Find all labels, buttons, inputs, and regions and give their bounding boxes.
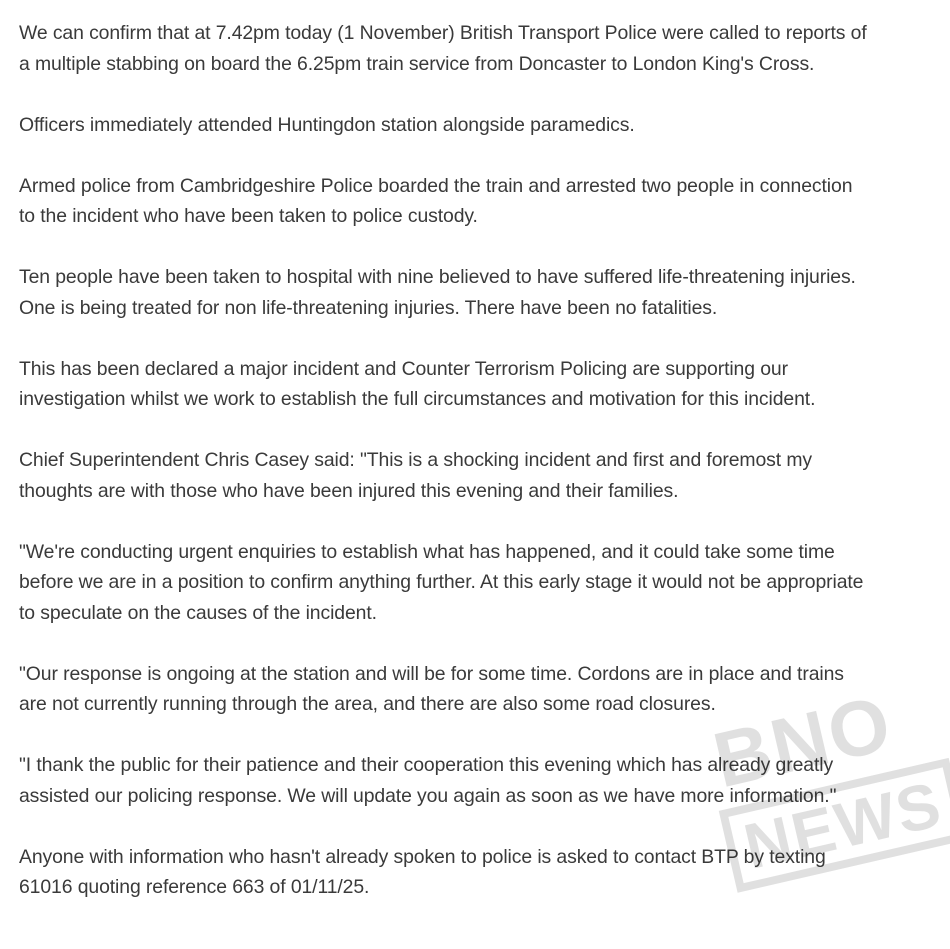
paragraph-quote-enquiries: "We're conducting urgent enquiries to establish what has happened, and it could take some time before we are in a position to confirm anything further. At this early stage it would not be appropriate to speculate on the causes of the incident. — [19, 540, 864, 624]
watermark-line2: NEWS — [719, 758, 950, 893]
paragraph-contact-info: Anyone with information who hasn't already spoken to police is asked to contact BTP by texting 61016 quoting reference 663 of 01/11/25. — [19, 845, 826, 898]
paragraph-quote-response: "Our response is ongoing at the station and will be for some time. Cordons are in place and trains are not currently running through the area, and there are also some road closures. — [19, 662, 844, 715]
police-statement — [19, 18, 944, 903]
paragraph-officers-attended: Officers immediately attended Huntingdon station alongside paramedics. — [19, 113, 635, 136]
paragraph-quote-intro: Chief Superintendent Chris Casey said: "This is a shocking incident and first and foremost my thoughts are with those who have been injured this evening and their families. — [19, 449, 812, 502]
watermark-line1: BNO — [705, 678, 901, 805]
paragraph-casualties: Ten people have been taken to hospital with nine believed to have suffered life-threatening injuries. One is being treated for non life-threatening injuries. There have been no fatalities. — [19, 266, 856, 319]
paragraph-incident-report: We can confirm that at 7.42pm today (1 November) British Transport Police were called to reports of a multiple stabbing on board the 6.25pm train service from Doncaster to London King's Cross. — [19, 22, 867, 75]
paragraph-arrests: Armed police from Cambridgeshire Police boarded the train and arrested two people in connection to the incident who have been taken to police custody. — [19, 174, 853, 227]
paragraph-quote-thanks: "I thank the public for their patience and their cooperation this evening which has already greatly assisted our policing response. We will update you again as soon as we have more information." — [19, 754, 837, 807]
paragraph-major-incident: This has been declared a major incident and Counter Terrorism Policing are supporting our investigation whilst we work to establish the full circumstances and motivation for this incident. — [19, 357, 816, 410]
